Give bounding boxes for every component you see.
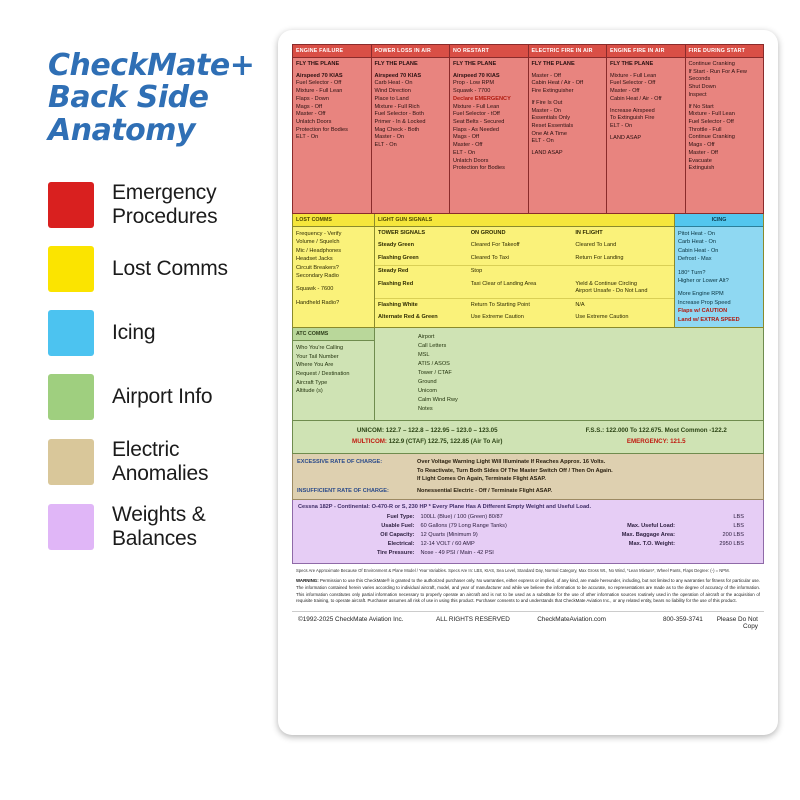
atc-airport-section <box>292 328 764 421</box>
weights-key: Usable Fuel: <box>381 522 415 529</box>
light-gun-cell-ground: Cleared To Taxi <box>470 254 510 261</box>
light-gun-cell-ground: Use Extreme Caution <box>470 314 524 321</box>
icing-caution-landing: Land w/ EXTRA SPEED <box>678 316 740 323</box>
atc-comms-item: Where You Are <box>296 362 334 369</box>
weights-row <box>298 549 528 558</box>
emergency-column-body <box>450 58 528 213</box>
light-gun-cell-signal: Flashing Red <box>378 280 414 287</box>
atc-comms-list <box>293 341 374 399</box>
emergency-item: Protection for Bodies <box>453 165 505 172</box>
emergency-column-header: FIRE DURING START <box>686 45 764 58</box>
emergency-item: To Extinguish Fire <box>610 115 655 122</box>
light-gun-cell-signal: Alternate Red & Green <box>378 314 438 321</box>
weights-row <box>298 531 528 540</box>
emergency-item: If Fire Is Out <box>531 99 563 106</box>
weights-value: 12-14 VOLT / 60 AMP <box>420 540 475 547</box>
weights-title: Cessna 182P - Continental: O-470-R or S, 230 HP * Every Plane Has A Different Empty Weight and Useful Load. <box>298 503 592 510</box>
emergency-column-header: ELECTRIC FIRE IN AIR <box>529 45 607 58</box>
emergency-item: ELT - On <box>374 142 397 149</box>
airport-info-block <box>375 328 763 420</box>
emergency-item: Place to Land <box>374 95 409 102</box>
light-gun-cell-ground: Return To Starting Point <box>468 299 573 312</box>
emergency-item: Master - Off <box>688 149 718 156</box>
emergency-item: Squawk - 7700 <box>453 88 491 95</box>
legend-item-airport-info <box>48 374 278 420</box>
emergency-item: Reset Essentials <box>531 123 574 130</box>
emergency-column-header: ENGINE FAILURE <box>293 45 371 58</box>
light-gun-cell-ground: Cleared For Takeoff <box>470 242 520 249</box>
emergency-item: Throttle - Full <box>688 126 722 133</box>
emergency-item: Master - Off <box>296 111 326 118</box>
emergency-item: One At A Time <box>531 130 567 137</box>
emergency-item: Master - Off <box>531 72 561 79</box>
legend-item-lost-comms <box>48 246 278 292</box>
lost-comms-item: Handheld Radio? <box>296 299 340 306</box>
emergency-item: Fuel Selector - Off <box>610 80 656 87</box>
icing-item: More Engine RPM <box>678 291 724 298</box>
weights-key: Max. Baggage Area: <box>621 531 675 538</box>
emergency-column <box>607 45 686 213</box>
emergency-section <box>292 44 764 214</box>
emergency-item: Mixture - Full Rich <box>374 103 420 110</box>
airport-info-list <box>378 333 760 414</box>
lost-comms-item: Headset Jacks <box>296 256 333 263</box>
airport-info-item: Unicom <box>418 388 437 395</box>
icing-item: Defrost - Max <box>678 256 712 263</box>
airport-info-item: Airport <box>418 333 435 340</box>
footer-copyright: ©1992-2025 CheckMate Aviation Inc. <box>298 615 404 623</box>
legend-item-emergency-procedures <box>48 181 278 228</box>
emergency-item: Cabin Heat / Air - Off <box>610 95 662 102</box>
legend-label-emergency-procedures: Emergency Procedures <box>112 181 218 228</box>
emergency-column-header: ENGINE FIRE IN AIR <box>607 45 685 58</box>
emergency-column-body <box>372 58 450 213</box>
frequency-row <box>299 437 757 448</box>
lost-comms-list <box>293 227 374 310</box>
emergency-column-header: POWER LOSS IN AIR <box>372 45 450 58</box>
light-gun-cell-flight: Yield & Continue Circling Airport Unsafe - Do Not Land <box>575 280 648 295</box>
emergency-lead: FLY THE PLANE <box>453 61 497 67</box>
weights-row <box>298 513 528 522</box>
icing-item: Carb Heat - On <box>678 239 716 246</box>
light-gun-cell-signal: Flashing Green <box>378 254 419 261</box>
light-gun-col-header: IN FLIGHT <box>575 229 603 236</box>
weights-row <box>528 522 758 531</box>
weights-key: Max. T.O. Weight: <box>628 540 675 547</box>
atc-comms-block <box>293 328 375 420</box>
icing-item: Cabin Heat - On <box>678 247 719 254</box>
frequency-right-value: 121.5 <box>668 437 686 445</box>
emergency-item: Continue Cranking <box>688 61 735 67</box>
airport-info-item: ATIS / ASOS <box>418 361 450 368</box>
weights-key <box>528 513 681 522</box>
electric-anomaly-row <box>297 487 759 495</box>
electric-anomaly-line: To Reactivate, Turn Both Sides Of The Master Switch Off / Then On Again. <box>417 467 613 474</box>
light-gun-cell-signal: Steady Red <box>375 265 468 278</box>
emergency-item: Mags - Off <box>453 134 480 141</box>
emergency-lead: FLY THE PLANE <box>296 61 340 67</box>
emergency-item: Unlatch Doors <box>296 119 332 126</box>
icing-block <box>675 214 763 327</box>
weights-row <box>298 540 528 549</box>
emergency-column-body <box>529 58 607 213</box>
emergency-item: Shut Down <box>688 84 716 91</box>
atc-comms-item: Altitude (s) <box>296 388 323 395</box>
weights-key: Fuel Type: <box>386 513 415 520</box>
lost-comms-item: Frequency - Verify <box>296 231 342 237</box>
emergency-column-header: NO RESTART <box>450 45 528 58</box>
lost-comms-block <box>293 214 375 327</box>
icing-list <box>675 227 763 327</box>
emergency-item: Fuel Selector - tOff <box>453 111 500 118</box>
frequencies-section <box>292 421 764 454</box>
lost-comms-header: LOST COMMS <box>293 214 374 227</box>
lost-comms-item: Secondary Radio <box>296 272 339 279</box>
light-gun-cell-ground: Taxi Clear of Landing Area <box>470 280 537 287</box>
legend-label-weights-balances: Weights & Balances <box>112 503 206 550</box>
weights-value: LBS <box>733 522 744 529</box>
emergency-item: ELT - On <box>453 149 476 156</box>
electric-anomaly-line: Nonessential Electric - Off / Terminate Flight ASAP. <box>417 487 553 494</box>
legend-item-icing <box>48 310 278 356</box>
electric-anomaly-line: Over Voltage Warning Light Will Illuminate If Reaches Approx. 16 Volts. <box>417 459 606 466</box>
light-gun-col-header: TOWER SIGNALS <box>378 229 426 236</box>
legend-label-airport-info: Airport Info <box>112 385 213 409</box>
lost-comms-item: Volume / Squelch <box>296 239 340 246</box>
footer-phone[interactable]: 800-359-3741 <box>662 615 703 623</box>
weights-row <box>528 540 758 549</box>
legend-label-electric-anomalies: Electric Anomalies <box>112 438 209 485</box>
emergency-column <box>293 45 372 213</box>
emergency-lead: FLY THE PLANE <box>374 61 418 67</box>
light-gun-row <box>375 278 674 299</box>
lost-comms-item: Squawk - 7600 <box>296 286 334 293</box>
atc-comms-item: Your Tail Number <box>296 353 339 360</box>
swatch-emergency-procedures <box>48 182 94 228</box>
weights-key: Electrical: <box>387 540 415 547</box>
emergency-item: Declare EMERGENCY <box>453 95 511 102</box>
electric-anomaly-text <box>417 458 613 482</box>
title-line-3: Anatomy <box>48 112 196 148</box>
emergency-item: Mags - Off <box>688 142 715 149</box>
light-gun-cell-flight <box>572 265 674 278</box>
emergency-item: Protection for Bodies <box>296 126 348 133</box>
icing-item: 180° Turn? <box>678 269 706 276</box>
emergency-lead: FLY THE PLANE <box>531 61 575 67</box>
electric-anomaly-label: EXCESSIVE RATE OF CHARGE: <box>297 459 383 466</box>
icing-item: Higher or Lower Alt? <box>678 277 729 284</box>
atc-comms-header: ATC COMMS <box>293 328 374 341</box>
light-gun-cell-flight: N/A <box>572 299 674 312</box>
light-gun-cell-flight: Use Extreme Caution <box>575 314 629 321</box>
emergency-lead: FLY THE PLANE <box>610 61 654 67</box>
emergency-item: Fuel Selector - Both <box>374 111 424 118</box>
legend-item-weights-balances <box>48 503 278 550</box>
emergency-item: Master - Off <box>453 142 483 149</box>
swatch-icing <box>48 310 94 356</box>
atc-comms-item: Who You're Calling <box>296 344 344 351</box>
swatch-electric-anomalies <box>48 439 94 485</box>
emergency-item: If Start - Run For A Few <box>688 68 747 75</box>
light-gun-cell-ground: Stop <box>468 265 573 278</box>
swatch-lost-comms <box>48 246 94 292</box>
weights-value: 2950 LBS <box>719 540 744 547</box>
emergency-item: Wind Direction <box>374 88 411 95</box>
emergency-item: Mixture - Full Lean <box>688 111 735 118</box>
card-footer <box>292 611 764 630</box>
airport-info-item: Calm Wind Rwy <box>418 397 458 404</box>
light-gun-row <box>375 312 674 325</box>
swatch-weights-balances <box>48 504 94 550</box>
electric-anomaly-line: If Light Comes On Again, Terminate Flight ASAP. <box>417 475 546 482</box>
electric-anomaly-row <box>297 458 759 482</box>
title-line-2: Back Side <box>48 80 209 116</box>
checklist-card <box>278 30 778 735</box>
frequency-right-value: 122.000 To 122.675. Most Common -122.2 <box>604 427 727 435</box>
electric-anomalies-section <box>292 454 764 499</box>
airport-info-item: Notes <box>418 406 433 413</box>
emergency-item: Master - On <box>531 107 562 114</box>
emergency-item: Mixture - Full Lean <box>453 103 500 110</box>
weights-value: 200 LBS <box>722 531 744 538</box>
emergency-item: Unlatch Doors <box>453 157 489 164</box>
emergency-item: Airspeed 70 KIAS <box>296 72 343 79</box>
frequency-left-value: 122.9 (CTAF) 122.75, 122.85 (Air To Air) <box>386 437 503 445</box>
footer-website[interactable]: CheckMateAviation.com <box>537 615 606 623</box>
emergency-item: Increase Airspeed <box>610 107 655 114</box>
icing-header: ICING <box>675 214 763 227</box>
airport-info-item: Ground <box>418 379 437 386</box>
emergency-item: If No Start <box>688 103 714 110</box>
frequency-row <box>299 426 757 437</box>
emergency-column <box>372 45 451 213</box>
frequency-right-label: EMERGENCY: <box>626 437 669 445</box>
emergency-item: Fire Extinguisher <box>531 88 574 95</box>
emergency-column-body <box>607 58 685 213</box>
emergency-item: LAND ASAP <box>610 134 642 141</box>
frequency-left-label: UNICOM: <box>356 427 385 435</box>
atc-comms-item: Aircraft Type <box>296 379 328 386</box>
comms-icing-section <box>292 214 764 328</box>
light-gun-col-header: ON GROUND <box>470 229 506 236</box>
checklist-sheet <box>292 44 764 721</box>
weights-value: Nose - 49 PSI / Main - 42 PSI <box>420 550 494 557</box>
emergency-item: ELT - On <box>531 138 554 145</box>
lost-comms-item: Mic / Headphones <box>296 247 342 254</box>
emergency-item: ELT - On <box>610 123 633 130</box>
emergency-column <box>686 45 764 213</box>
weights-value: 12 Quarts (Minimum 9) <box>420 531 478 538</box>
weights-left-column <box>298 513 528 558</box>
airport-info-item: Tower / CTAF <box>418 370 452 377</box>
page-title <box>48 50 278 147</box>
light-gun-row <box>375 252 674 265</box>
icing-item: Pitot Heat - On <box>678 231 715 237</box>
lost-comms-item: Circuit Breakers? <box>296 264 339 271</box>
legend-label-lost-comms: Lost Comms <box>112 257 228 281</box>
emergency-item: Seconds <box>688 76 711 83</box>
electric-anomaly-label: INSUFFICIENT RATE OF CHARGE: <box>297 487 389 494</box>
warning-text: Permission to use this CheckMate® is granted to the authorized purchaser only. No warranties, either express or implied, of any kind, are made hereunder, including, but not limited to any warranties for fitness for particular use. The information contained herein varies according to individual aircraft, model, and year of manufacturer and while we believe the information to be accurate, no representations are made as to the degree of accuracy of the information. This information constitutes only partial information necessary to properly operate an aircraft and is not to be used as a substitute for the use of other information sources routinely used in the operation of aircraft or the acquisition of requisite training, to operate aircraft. Purchaser assumes all risk of use in using this product. Purchaser consents to and understands that CheckMate Aviation Inc., or any related entity, bears no liability for the use of this product. <box>296 578 760 604</box>
light-gun-header-row <box>375 227 674 240</box>
emergency-item: Flaps - Down <box>296 95 329 102</box>
light-gun-header: LIGHT GUN SIGNALS <box>375 214 674 227</box>
frequency-left-value: 122.7 – 122.8 – 122.95 – 123.0 – 123.05 <box>384 427 498 435</box>
emergency-item: Mags - Off <box>296 103 323 110</box>
emergency-item: Inspect <box>688 91 707 98</box>
emergency-column <box>450 45 529 213</box>
light-gun-row <box>375 299 674 312</box>
weights-balances-section <box>292 500 764 564</box>
airport-info-item: Call Letters <box>418 342 447 349</box>
emergency-item: Master - On <box>374 134 405 141</box>
light-gun-cell-signal: Steady Green <box>378 242 415 249</box>
emergency-item: Carb Heat - On <box>374 80 413 87</box>
emergency-item: Mag Check - Both <box>374 126 420 133</box>
light-gun-cell-flight: Return For Landing <box>575 254 624 261</box>
emergency-item: Mixture - Full Lean <box>610 72 657 79</box>
emergency-item: Cabin Heat / Air - Off <box>531 80 584 87</box>
weights-value: 60 Gallons (79 Long Range Tanks) <box>420 522 507 529</box>
legend-item-electric-anomalies <box>48 438 278 485</box>
light-gun-row <box>375 240 674 253</box>
emergency-item: Fuel Selector - Off <box>688 119 734 126</box>
footer-notice: Please Do Not Copy <box>716 615 758 630</box>
light-gun-cell-flight: Cleared To Land <box>575 242 617 249</box>
emergency-item: ELT - On <box>296 134 319 141</box>
emergency-item: Extinguish <box>688 165 715 172</box>
swatch-airport-info <box>48 374 94 420</box>
emergency-column <box>529 45 608 213</box>
emergency-item: Prop - Low RPM <box>453 80 495 87</box>
emergency-item: Essentials Only <box>531 115 571 122</box>
emergency-item: Airspeed 70 KIAS <box>374 72 422 79</box>
light-gun-row <box>375 265 674 278</box>
weights-row <box>528 513 758 522</box>
weights-key: Max. Useful Load: <box>627 522 675 529</box>
title-line-1: CheckMate+ <box>48 48 255 83</box>
emergency-item: Continue Cranking <box>688 134 735 141</box>
emergency-item: Fuel Selector - Off <box>296 80 342 87</box>
footer-rights: ALL RIGHTS RESERVED <box>436 615 510 623</box>
legend-label-icing: Icing <box>112 321 156 345</box>
light-gun-table <box>375 227 674 324</box>
emergency-item: Evacuate <box>688 157 712 164</box>
frequency-right-label: F.S.S.: <box>585 427 605 435</box>
emergency-item: Master - Off <box>610 88 640 95</box>
emergency-column-body <box>686 58 764 213</box>
emergency-item: Mixture - Full Lean <box>296 88 343 95</box>
emergency-item: LAND ASAP <box>531 150 563 157</box>
light-gun-cell-signal: Flashing White <box>375 299 468 312</box>
weights-right-column <box>528 513 758 558</box>
emergency-item: Seat Belts - Secured <box>453 119 505 126</box>
weights-value: LBS <box>733 513 744 520</box>
specs-disclaimer: Specs Are Approximate Because Of Environment & Plane Model / Year Variables. Specs Are In: LBS, KIAS, Sea Level, Standard Day, Normal Category, Max Gross Wt., No Wind, *Lean Mixture*, Wheel Pants, Flaps Degree: (-) = NPM. <box>296 568 730 574</box>
frequency-left-label: MULTICOM: <box>352 437 387 445</box>
emergency-item: Primer - In & Locked <box>374 119 426 126</box>
icing-item: Increase Prop Speed <box>678 299 731 306</box>
warning-disclaimer <box>292 576 764 608</box>
emergency-item: Flaps - As Needed <box>453 126 500 133</box>
airport-info-item: MSL <box>418 352 430 358</box>
emergency-column-body <box>293 58 371 213</box>
weights-value: 100LL (Blue) / 100 (Green) 80/87 <box>420 513 503 520</box>
atc-comms-item: Request / Destination <box>296 370 350 377</box>
weights-row <box>528 531 758 540</box>
weights-row <box>298 522 528 531</box>
light-gun-block <box>375 214 675 327</box>
weights-key: Oil Capacity: <box>380 531 415 538</box>
electric-anomaly-text <box>417 487 552 495</box>
icing-caution-flaps: Flaps w/ CAUTION <box>678 308 728 315</box>
weights-key: Tire Pressure: <box>376 550 415 557</box>
legend-panel <box>48 50 278 568</box>
emergency-item: Airspeed 70 KIAS <box>453 72 500 79</box>
warning-label: WARNING: <box>296 578 319 584</box>
